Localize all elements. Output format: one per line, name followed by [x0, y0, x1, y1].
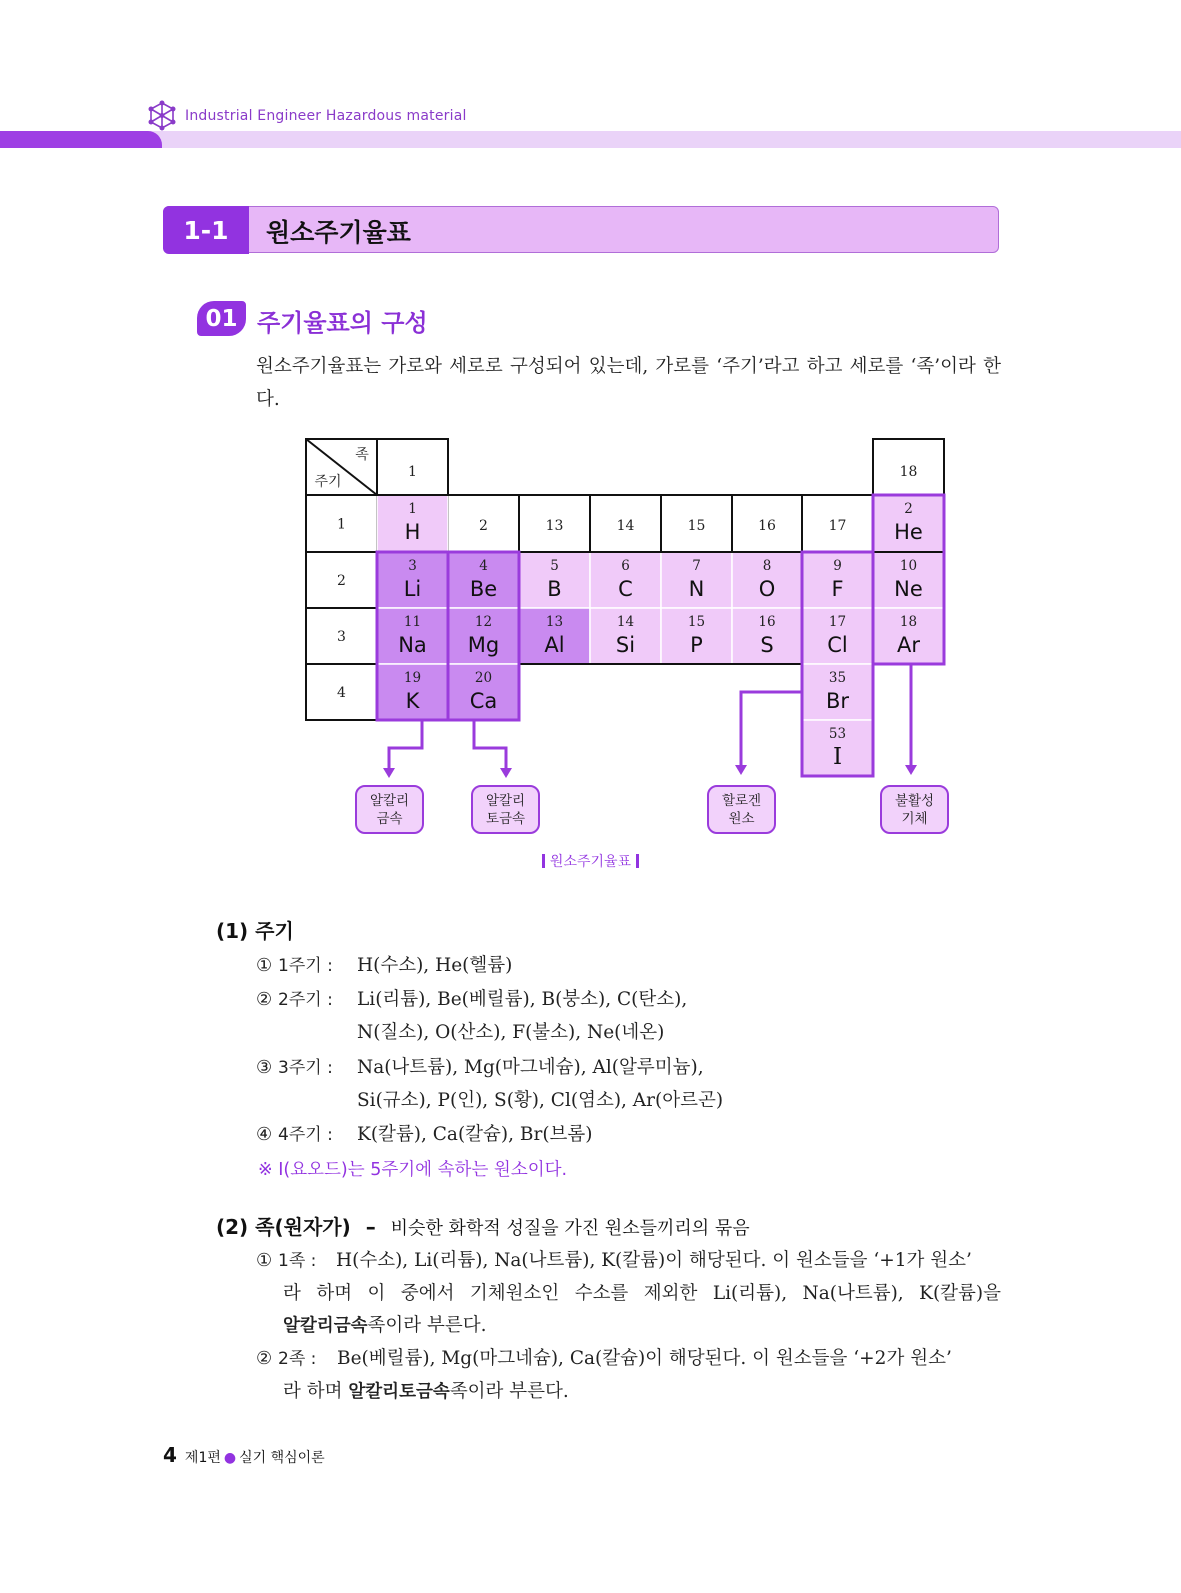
atomic-number: 20	[474, 670, 493, 686]
group-item-2-pre: 라 하며	[283, 1381, 349, 1402]
tag-alkaline-earth	[471, 785, 540, 834]
tag-alkali-metal	[355, 785, 424, 834]
group-item-1-line2: 라 하며 이 중에서 기체원소인 수소를 제외한 Li(리튬), Na(나트륨), K(칼륨)을	[283, 1283, 1001, 1304]
caption-text: 원소주기율표	[549, 854, 632, 870]
group-label: 16	[758, 518, 776, 534]
atomic-number: 6	[621, 558, 630, 574]
caption-bar-left	[542, 854, 545, 868]
item-number: ③	[256, 1057, 273, 1078]
element-symbol: Ca	[469, 689, 498, 713]
element-symbol: N	[688, 577, 705, 601]
caption-bar-right	[636, 854, 639, 868]
element-symbol: Ar	[897, 633, 920, 657]
item-number: ④	[256, 1124, 273, 1145]
element-symbol: Si	[615, 633, 636, 657]
page-footer	[163, 1443, 325, 1467]
element-symbol: Br	[825, 689, 850, 713]
atomic-number: 4	[479, 558, 488, 574]
period-label: 4	[337, 685, 346, 701]
page-number: 4	[163, 1443, 177, 1467]
item-label: 4주기 :	[278, 1125, 333, 1145]
group-heading	[216, 1211, 750, 1240]
tag-alkaline-earth-line1: 알칼리	[485, 792, 526, 809]
item-number: ①	[256, 1250, 273, 1271]
atomic-number: 35	[828, 670, 847, 686]
atomic-number: 17	[828, 614, 847, 630]
item-label: 1족 :	[278, 1251, 317, 1271]
arrow-head	[383, 768, 395, 778]
atomic-number: 15	[687, 614, 706, 630]
period-heading-num: (1)	[216, 919, 249, 943]
item-label: 1주기 :	[278, 956, 333, 976]
element-symbol: Li	[403, 577, 422, 601]
tag-alkaline-earth-line2: 토금속	[485, 810, 526, 827]
atomic-number: 18	[899, 614, 918, 630]
element-symbol: Na	[398, 633, 427, 657]
period-item-3	[256, 1051, 333, 1085]
atomic-number: 8	[762, 558, 772, 574]
intro-paragraph: 원소주기율표는 가로와 세로로 구성되어 있는데, 가로를 ‘주기’라고 하고 세로를 ‘족’이라 한다.	[256, 356, 1001, 410]
tag-alkali-line2: 금속	[376, 810, 403, 827]
section-number: 1-1	[163, 206, 249, 254]
group-18-label: 18	[899, 464, 918, 480]
tag-noble-line1: 불활성	[894, 792, 935, 809]
group-item-1-line1: H(수소), Li(리튬), Na(나트륨), K(칼륨)이 해당된다. 이 원소들을 ‘+1가 원소’	[336, 1250, 972, 1271]
group-item-2-tail: 족이라 부른다.	[449, 1381, 569, 1402]
group-heading-desc: 비슷한 화학적 성질을 가진 원소들끼리의 묶음	[390, 1218, 750, 1239]
period-item-1	[256, 949, 333, 983]
element-symbol: K	[405, 689, 420, 713]
corner-period-label: 주기	[314, 474, 342, 490]
item-label: 3주기 :	[278, 1058, 333, 1078]
period-item-2-line1: Li(리튬), Be(베릴륨), B(붕소), C(탄소),	[357, 989, 688, 1010]
group-heading-text: 족(원자가)	[255, 1215, 351, 1239]
element-symbol: Al	[544, 633, 565, 657]
header-title: Industrial Engineer Hazardous material	[185, 108, 467, 124]
group-item-1-line3	[283, 1309, 487, 1343]
group-item-1-tail: 족이라 부른다.	[367, 1315, 487, 1336]
item-number: ①	[256, 955, 273, 976]
footer-part: 제1편	[184, 1450, 221, 1466]
group-label: 14	[616, 518, 635, 534]
arrow-head	[500, 768, 512, 778]
group-item-2-line2	[283, 1375, 569, 1409]
element-symbol: F	[831, 577, 844, 601]
item-label: 2주기 :	[278, 990, 333, 1010]
period-item-3-line2: Si(규소), P(인), S(황), Cl(염소), Ar(아르곤)	[357, 1090, 724, 1111]
atomic-number: 2	[904, 501, 913, 517]
subsection-number: 01	[197, 301, 246, 336]
period-item-3-line1: Na(나트륨), Mg(마그네슘), Al(알루미늄),	[357, 1057, 704, 1078]
period-item-4	[256, 1118, 333, 1152]
group-2-label: 2	[479, 518, 488, 534]
alkali-arrow	[389, 721, 422, 768]
element-symbol: O	[758, 577, 776, 601]
arrow-head	[735, 765, 747, 775]
arrow-head	[905, 765, 917, 775]
element-symbol: I	[832, 744, 843, 770]
period-item-1-text: H(수소), He(헬륨)	[357, 955, 513, 976]
term-alkali-metal: 알칼리금속	[283, 1316, 368, 1336]
period-label: 3	[337, 629, 346, 645]
subsection-title: 주기율표의 구성	[257, 309, 428, 337]
tag-halogen-line2: 원소	[728, 810, 755, 827]
corner-group-label: 족	[355, 447, 369, 463]
halogen-arrow	[741, 692, 802, 765]
group-label: 17	[828, 518, 847, 534]
period-item-2-line2: N(질소), O(산소), F(불소), Ne(네온)	[357, 1022, 665, 1043]
element-symbol: Mg	[467, 633, 500, 657]
atomic-number: 12	[474, 614, 493, 630]
atomic-number: 10	[899, 558, 918, 574]
group-item-2-line1: Be(베릴륨), Mg(마그네슘), Ca(칼슘)이 해당된다. 이 원소들을 ‘+2가 원소’	[337, 1348, 952, 1369]
group-1-label: 1	[408, 464, 417, 480]
element-symbol: Ne	[894, 577, 923, 601]
tag-alkali-line1: 알칼리	[369, 792, 410, 809]
tag-noble-gas	[880, 785, 949, 834]
period-label: 2	[337, 573, 346, 589]
footer-chapter: 실기 핵심이론	[239, 1450, 325, 1466]
element-symbol: P	[690, 633, 703, 657]
atomic-number: 5	[550, 558, 559, 574]
atomic-number: 14	[616, 614, 635, 630]
tag-halogen	[707, 785, 776, 834]
atomic-number: 19	[403, 670, 422, 686]
atomic-number: 13	[545, 614, 564, 630]
atomic-number: 53	[828, 726, 847, 742]
tag-halogen-line1: 할로겐	[721, 792, 762, 809]
period-item-2	[256, 983, 333, 1017]
group-heading-dash: –	[365, 1215, 376, 1239]
element-symbol: C	[618, 577, 633, 601]
period-note: ※ I(요오드)는 5주기에 속하는 원소이다.	[258, 1160, 568, 1180]
item-label: 2족 :	[278, 1349, 317, 1369]
element-symbol: Cl	[827, 633, 848, 657]
element-symbol: S	[760, 633, 774, 657]
period-heading	[216, 915, 294, 944]
atomic-number: 1	[408, 501, 417, 517]
atomic-number: 9	[833, 558, 842, 574]
tag-noble-line2: 기체	[901, 810, 928, 827]
atomic-number: 7	[692, 558, 701, 574]
atomic-number: 3	[408, 558, 417, 574]
element-symbol: H	[404, 520, 421, 544]
atomic-number: 16	[758, 614, 776, 630]
period-item-4-text: K(칼륨), Ca(칼슘), Br(브롬)	[357, 1124, 593, 1145]
footer-dot: ●	[223, 1450, 237, 1466]
group-item-1-num	[256, 1244, 316, 1278]
group-heading-num: (2)	[216, 1215, 249, 1239]
element-symbol: B	[547, 577, 562, 601]
alkaline-earth-arrow	[474, 721, 506, 768]
group-item-2-num	[256, 1342, 316, 1376]
atomic-number: 11	[403, 614, 422, 630]
period-label: 1	[337, 516, 346, 533]
item-number: ②	[256, 1348, 273, 1369]
period-heading-text: 주기	[255, 919, 294, 943]
figure-caption	[0, 851, 1181, 871]
term-alkaline-earth-metal: 알칼리토금속	[348, 1382, 450, 1402]
element-symbol: He	[894, 520, 923, 544]
section-title: 원소주기율표	[266, 218, 411, 247]
item-number: ②	[256, 989, 273, 1010]
element-symbol: Be	[469, 577, 498, 601]
group-label: 13	[545, 518, 564, 534]
group-label: 15	[687, 518, 706, 534]
